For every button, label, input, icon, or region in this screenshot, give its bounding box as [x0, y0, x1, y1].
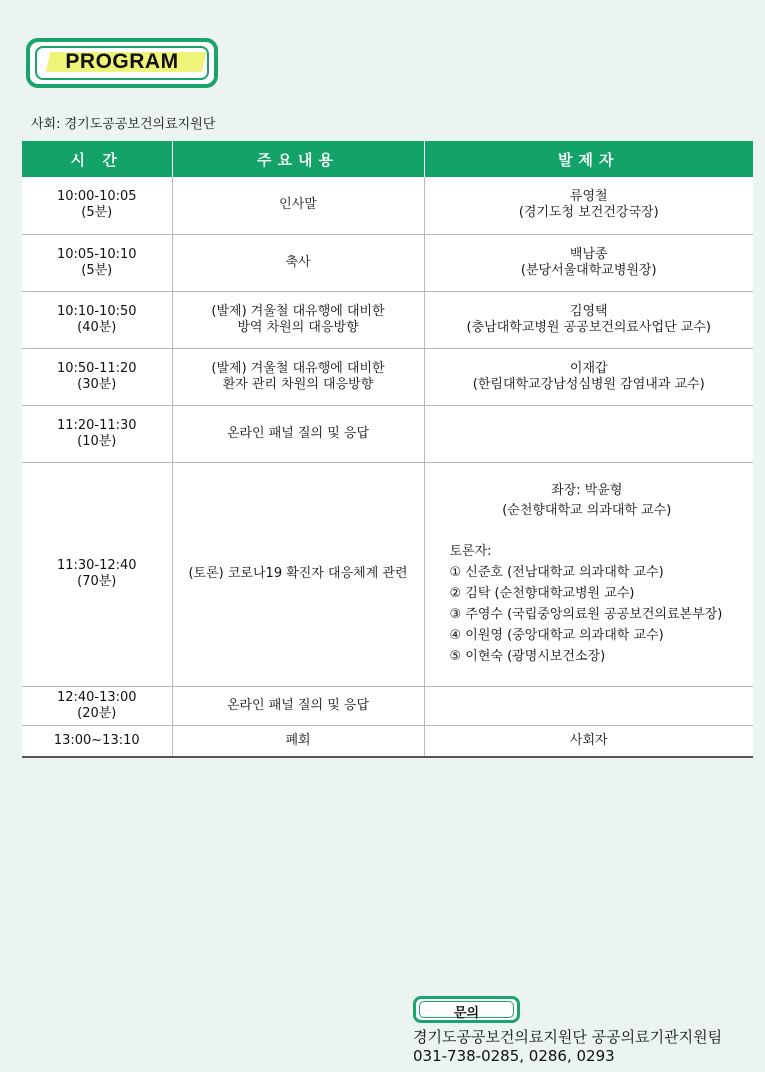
chair-name: 좌장: 박윤형 — [551, 483, 623, 498]
table-row — [22, 177, 753, 234]
cell-time: 10:50-11:20 (30분) — [22, 348, 172, 405]
table-row — [22, 234, 753, 291]
chair-affiliation: (순천향대학교 의과대학 교수) — [502, 503, 672, 518]
table-row — [22, 405, 753, 462]
cell-content: (발제) 겨울철 대유행에 대비한 환자 관리 차원의 대응방향 — [172, 348, 424, 405]
badge-label: PROGRAM — [65, 50, 179, 73]
cell-content: 축사 — [172, 234, 424, 291]
contact-label: 문의 — [453, 1006, 480, 1021]
cell-presenter — [424, 686, 753, 725]
cell-presenter: 김영택 (충남대학교병원 공공보건의료사업단 교수) — [424, 291, 753, 348]
header-time: 시 간 — [22, 141, 172, 177]
cell-time: 11:20-11:30 (10분) — [22, 405, 172, 462]
panelist-item: ③ 주영수 (국립중앙의료원 공공보건의료본부장) — [449, 607, 723, 622]
contact-phone: 031-738-0285, 0286, 0293 — [413, 1047, 615, 1065]
cell-time: 10:10-10:50 (40분) — [22, 291, 172, 348]
table-row — [22, 348, 753, 405]
panelist-item: ⑤ 이현숙 (광명시보건소장) — [449, 649, 606, 664]
panelist-item: ④ 이원영 (중앙대학교 의과대학 교수) — [449, 628, 664, 643]
cell-content: 폐회 — [172, 725, 424, 757]
cell-time: 10:00-10:05 (5분) — [22, 177, 172, 234]
contact-org: 경기도공공보건의료지원단 공공의료기관지원팀 — [413, 1028, 723, 1046]
cell-content: 온라인 패널 질의 및 응답 — [172, 686, 424, 725]
cell-content: 온라인 패널 질의 및 응답 — [172, 405, 424, 462]
host-text: 사회: 경기도공공보건의료지원단 — [31, 117, 216, 132]
cell-presenter: 이재갑 (한림대학교강남성심병원 감염내과 교수) — [424, 348, 753, 405]
cell-presenter: 사회자 — [424, 725, 753, 757]
contact-badge — [413, 996, 520, 1023]
cell-presenter: 류영철 (경기도청 보건건강국장) — [424, 177, 753, 234]
table-row — [22, 686, 753, 725]
panelist-item: ① 신준호 (전남대학교 의과대학 교수) — [449, 565, 664, 580]
program-schedule-table — [22, 141, 753, 758]
cell-presenter — [424, 405, 753, 462]
cell-discussion-panel — [424, 462, 753, 686]
cell-presenter: 백남종 (분당서울대학교병원장) — [424, 234, 753, 291]
table-row — [22, 291, 753, 348]
cell-time: 13:00~13:10 — [22, 725, 172, 757]
table-header-row — [22, 141, 753, 177]
cell-content: (토론) 코로나19 확진자 대응체계 관련 — [172, 462, 424, 686]
table-row — [22, 725, 753, 757]
header-presenter: 발제자 — [424, 141, 753, 177]
cell-time: 11:30-12:40 (70분) — [22, 462, 172, 686]
cell-time: 12:40-13:00 (20분) — [22, 686, 172, 725]
panel-title: 토론자: — [449, 544, 492, 559]
header-content: 주요내용 — [172, 141, 424, 177]
cell-time: 10:05-10:10 (5분) — [22, 234, 172, 291]
panelist-item: ② 김탁 (순천향대학교병원 교수) — [449, 586, 635, 601]
cell-content: (발제) 겨울철 대유행에 대비한 방역 차원의 대응방향 — [172, 291, 424, 348]
contact-info — [413, 1028, 722, 1066]
table-row — [22, 462, 753, 686]
cell-content: 인사말 — [172, 177, 424, 234]
program-badge — [26, 38, 218, 88]
